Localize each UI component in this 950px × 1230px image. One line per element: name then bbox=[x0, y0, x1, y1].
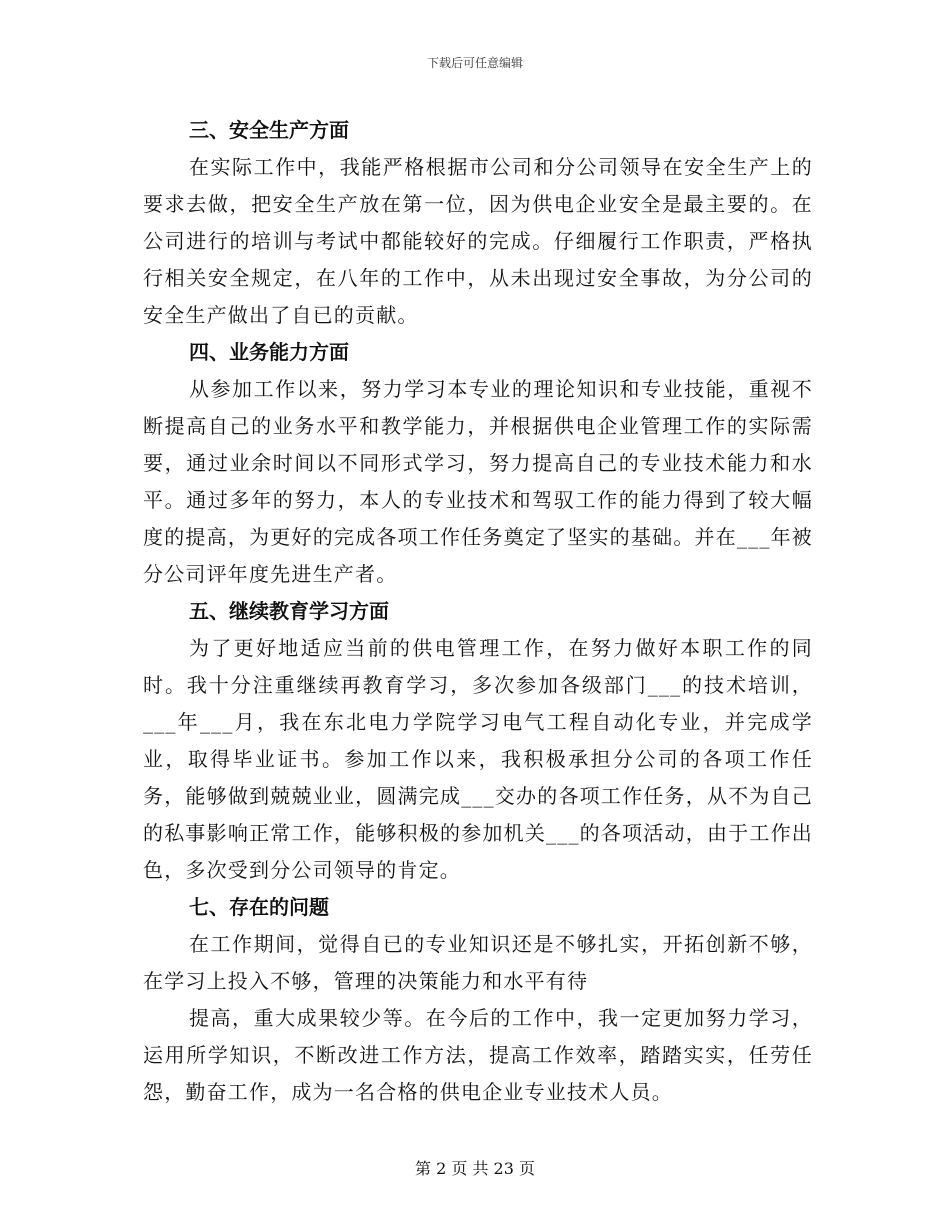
document-body bbox=[143, 112, 813, 1111]
section-heading: 三、安全生产方面 bbox=[189, 118, 349, 142]
section-paragraph: 在实际工作中，我能严格根据市公司和分公司领导在安全生产上的要求去做，把安全生产放在第一位，因为供电企业安全是最主要的。在公司进行的培训与考试中都能较好的完成。仔细履行工作职责，严格执行相关安全规定，在八年的工作中，从未出现过安全事故，为分公司的安全生产做出了自已的贡献。 bbox=[143, 155, 813, 327]
section-heading: 四、业务能力方面 bbox=[189, 340, 349, 364]
section-heading: 五、继续教育学习方面 bbox=[189, 599, 389, 623]
section-continuing-education bbox=[143, 593, 813, 889]
section-heading: 七、存在的问题 bbox=[189, 895, 329, 919]
page-header: 下载后可任意编辑 bbox=[426, 56, 523, 70]
section-paragraph: 为了更好地适应当前的供电管理工作，在努力做好本职工作的同时。我十分注重继续再教育学习，多次参加各级部门___的技术培训，___年___月，我在东北电力学院学习电气工程自动化专业，并完成学业，取得毕业证书。参加工作以来，我积极承担分公司的各项工作任务，能够做到兢兢业业，圆满完成___交办的各项工作任务，从不为自己的私事影响正常工作，能够积极的参加机关___的各项活动，由于工作出色，多次受到分公司领导的肯定。 bbox=[143, 636, 813, 882]
section-paragraph: 提高，重大成果较少等。在今后的工作中，我一定更加努力学习，运用所学知识，不断改进工作方法，提高工作效率，踏踏实实，任劳任怨，勤奋工作，成为一名合格的供电企业专业技术人员。 bbox=[143, 1006, 813, 1104]
section-safety bbox=[143, 112, 813, 334]
page-footer: 第 2 页 共 23 页 bbox=[415, 1159, 535, 1178]
section-business-ability bbox=[143, 334, 813, 593]
section-paragraph: 从参加工作以来，努力学习本专业的理论知识和专业技能，重视不断提高自己的业务水平和教学能力，并根据供电企业管理工作的实际需要，通过业余时间以不同形式学习，努力提高自己的专业技术能力和水平。通过多年的努力，本人的专业技术和驾驭工作的能力得到了较大幅度的提高，为更好的完成各项工作任务奠定了坚实的基础。并在___年被分公司评年度先进生产者。 bbox=[143, 377, 813, 586]
section-paragraph: 在工作期间，觉得自已的专业知识还是不够扎实，开拓创新不够，在学习上投入不够，管理的决策能力和水平有待 bbox=[143, 932, 813, 993]
section-problems bbox=[143, 889, 813, 1111]
